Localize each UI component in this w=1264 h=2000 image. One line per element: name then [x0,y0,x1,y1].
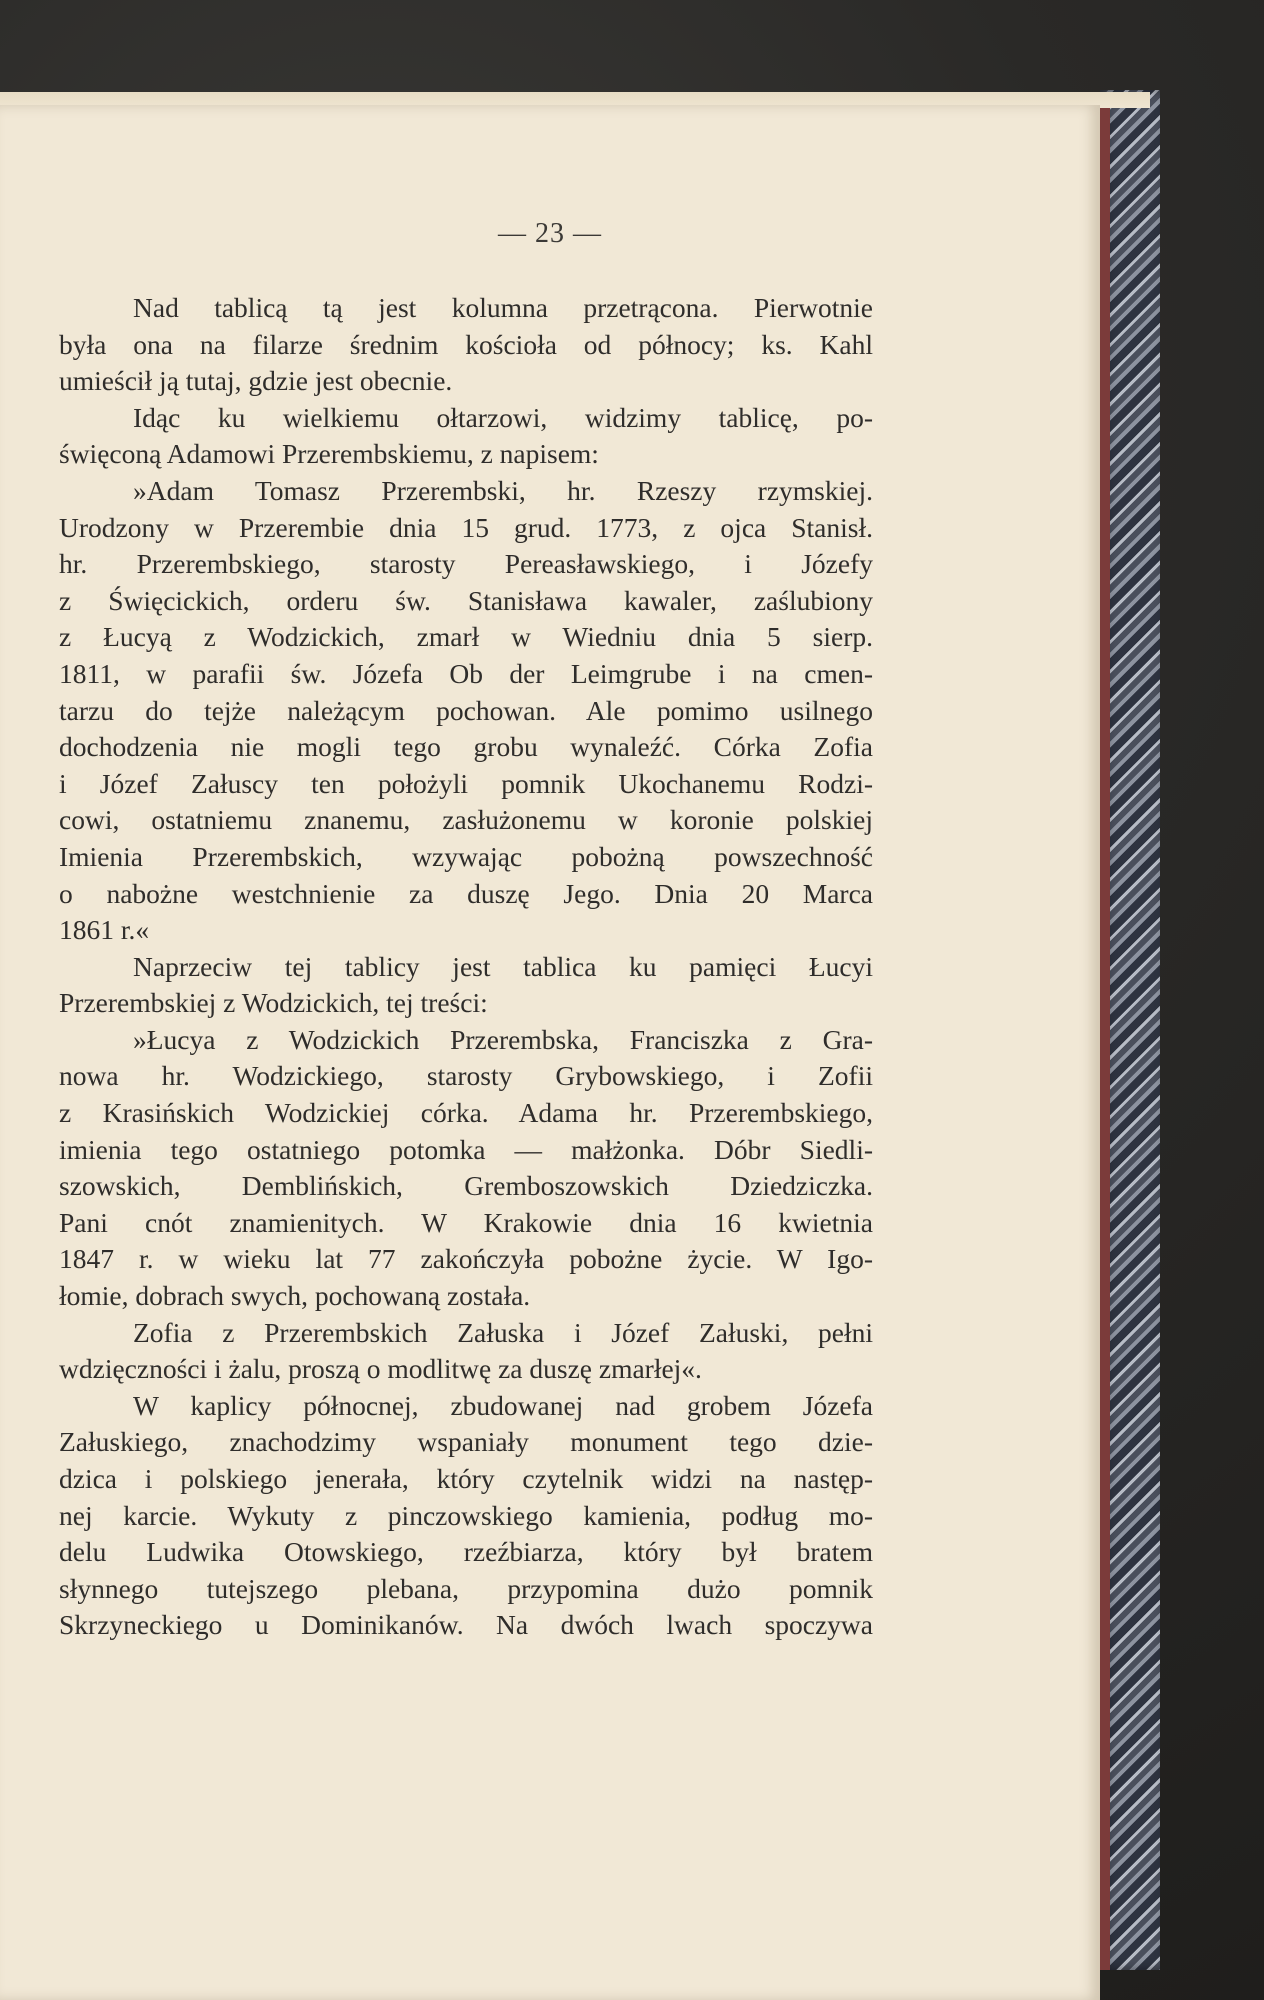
text-line: nowa hr. Wodzickiego, starosty Grybowskiego, i Zofii [59,1060,873,1092]
text-line: Idąc ku wielkiemu ołtarzowi, widzimy tablicę, po- [133,401,873,433]
text-line: 1861 r.« [59,914,150,946]
text-line: Urodzony w Przerembie dnia 15 grud. 1773, z ojca Stanisł. [59,511,873,543]
text-line: Naprzeciw tej tablicy jest tablica ku pamięci Łucyi [133,950,873,982]
text-line: dochodzenia nie mogli tego grobu wynaleźć. Córka Zofia [59,731,873,763]
text-line: umieścił ją tutaj, gdzie jest obecnie. [59,365,453,397]
text-line: łomie, dobrach swych, pochowaną została. [59,1280,531,1312]
text-line: z Święcickich, orderu św. Stanisława kawaler, zaślubiony [59,584,873,616]
text-line: i Józef Załuscy ten położyli pomnik Ukochanemu Rodzi- [59,767,873,799]
text-line: wdzięczności i żalu, proszą o modlitwę za duszę zmarłej«. [59,1353,702,1385]
text-line: Przerembskiej z Wodzickich, tej treści: [59,987,488,1019]
text-line: »Adam Tomasz Przerembski, hr. Rzeszy rzymskiej. [133,474,873,506]
text-line: z Krasińskich Wodzickiej córka. Adama hr. Przerembskiego, [59,1097,873,1129]
page-number-header: — 23 — [498,218,602,249]
text-line: Nad tablicą tą jest kolumna przetrącona. Pierwotnie [133,292,873,323]
text-line: imienia tego ostatniego potomka — małżonka. Dóbr Siedli- [59,1133,873,1165]
text-line: Pani cnót znamienitych. W Krakowie dnia 16 kwietnia [59,1206,873,1238]
text-line: Załuskiego, znachodzimy wspaniały monument tego dzie- [59,1426,873,1458]
text-line: nej karcie. Wykuty z pinczowskiego kamienia, podług mo- [59,1499,873,1531]
text-line: dzica i polskiego jenerała, który czytelnik widzi na następ- [59,1463,873,1494]
text-line: cowi, ostatniemu znanemu, zasłużonemu w koronie polskiej [59,804,873,836]
text-line: z Łucyą z Wodzickich, zmarł w Wiedniu dnia 5 sierp. [59,621,873,653]
text-line: W kaplicy północnej, zbudowanej nad grobem Józefa [133,1389,873,1421]
text-line: Skrzyneckiego u Dominikanów. Na dwóch lwach spoczywa [59,1609,873,1641]
text-line: »Łucya z Wodzickich Przerembska, Franciszka z Gra- [133,1023,873,1055]
page-body-text [59,290,873,1644]
text-line: 1811, w parafii św. Józefa Ob der Leimgrube i na cmen- [59,657,873,689]
text-line: święconą Adamowi Przerembskiemu, z napisem: [59,438,599,470]
text-line: o nabożne westchnienie za duszę Jego. Dnia 20 Marca [59,877,873,909]
text-line: Zofia z Przerembskich Załuska i Józef Załuski, pełni [133,1316,873,1348]
text-line: 1847 r. w wieku lat 77 zakończyła pobożne życie. W Igo- [59,1243,873,1275]
text-line: tarzu do tejże należącym pochowan. Ale pomimo usilnego [59,694,873,726]
text-line: delu Ludwika Otowskiego, rzeźbiarza, który był bratem [59,1536,873,1568]
text-line: słynnego tutejszego plebana, przypomina dużo pomnik [59,1572,873,1604]
text-line: Imienia Przerembskich, wzywając pobożną powszechność [59,840,873,872]
text-line: była ona na filarze średnim kościoła od północy; ks. Kahl [59,328,873,360]
text-line: szowskich, Demblińskich, Gremboszowskich Dziedziczka. [59,1170,873,1202]
text-line: hr. Przerembskiego, starosty Pereasławskiego, i Józefy [59,548,873,580]
